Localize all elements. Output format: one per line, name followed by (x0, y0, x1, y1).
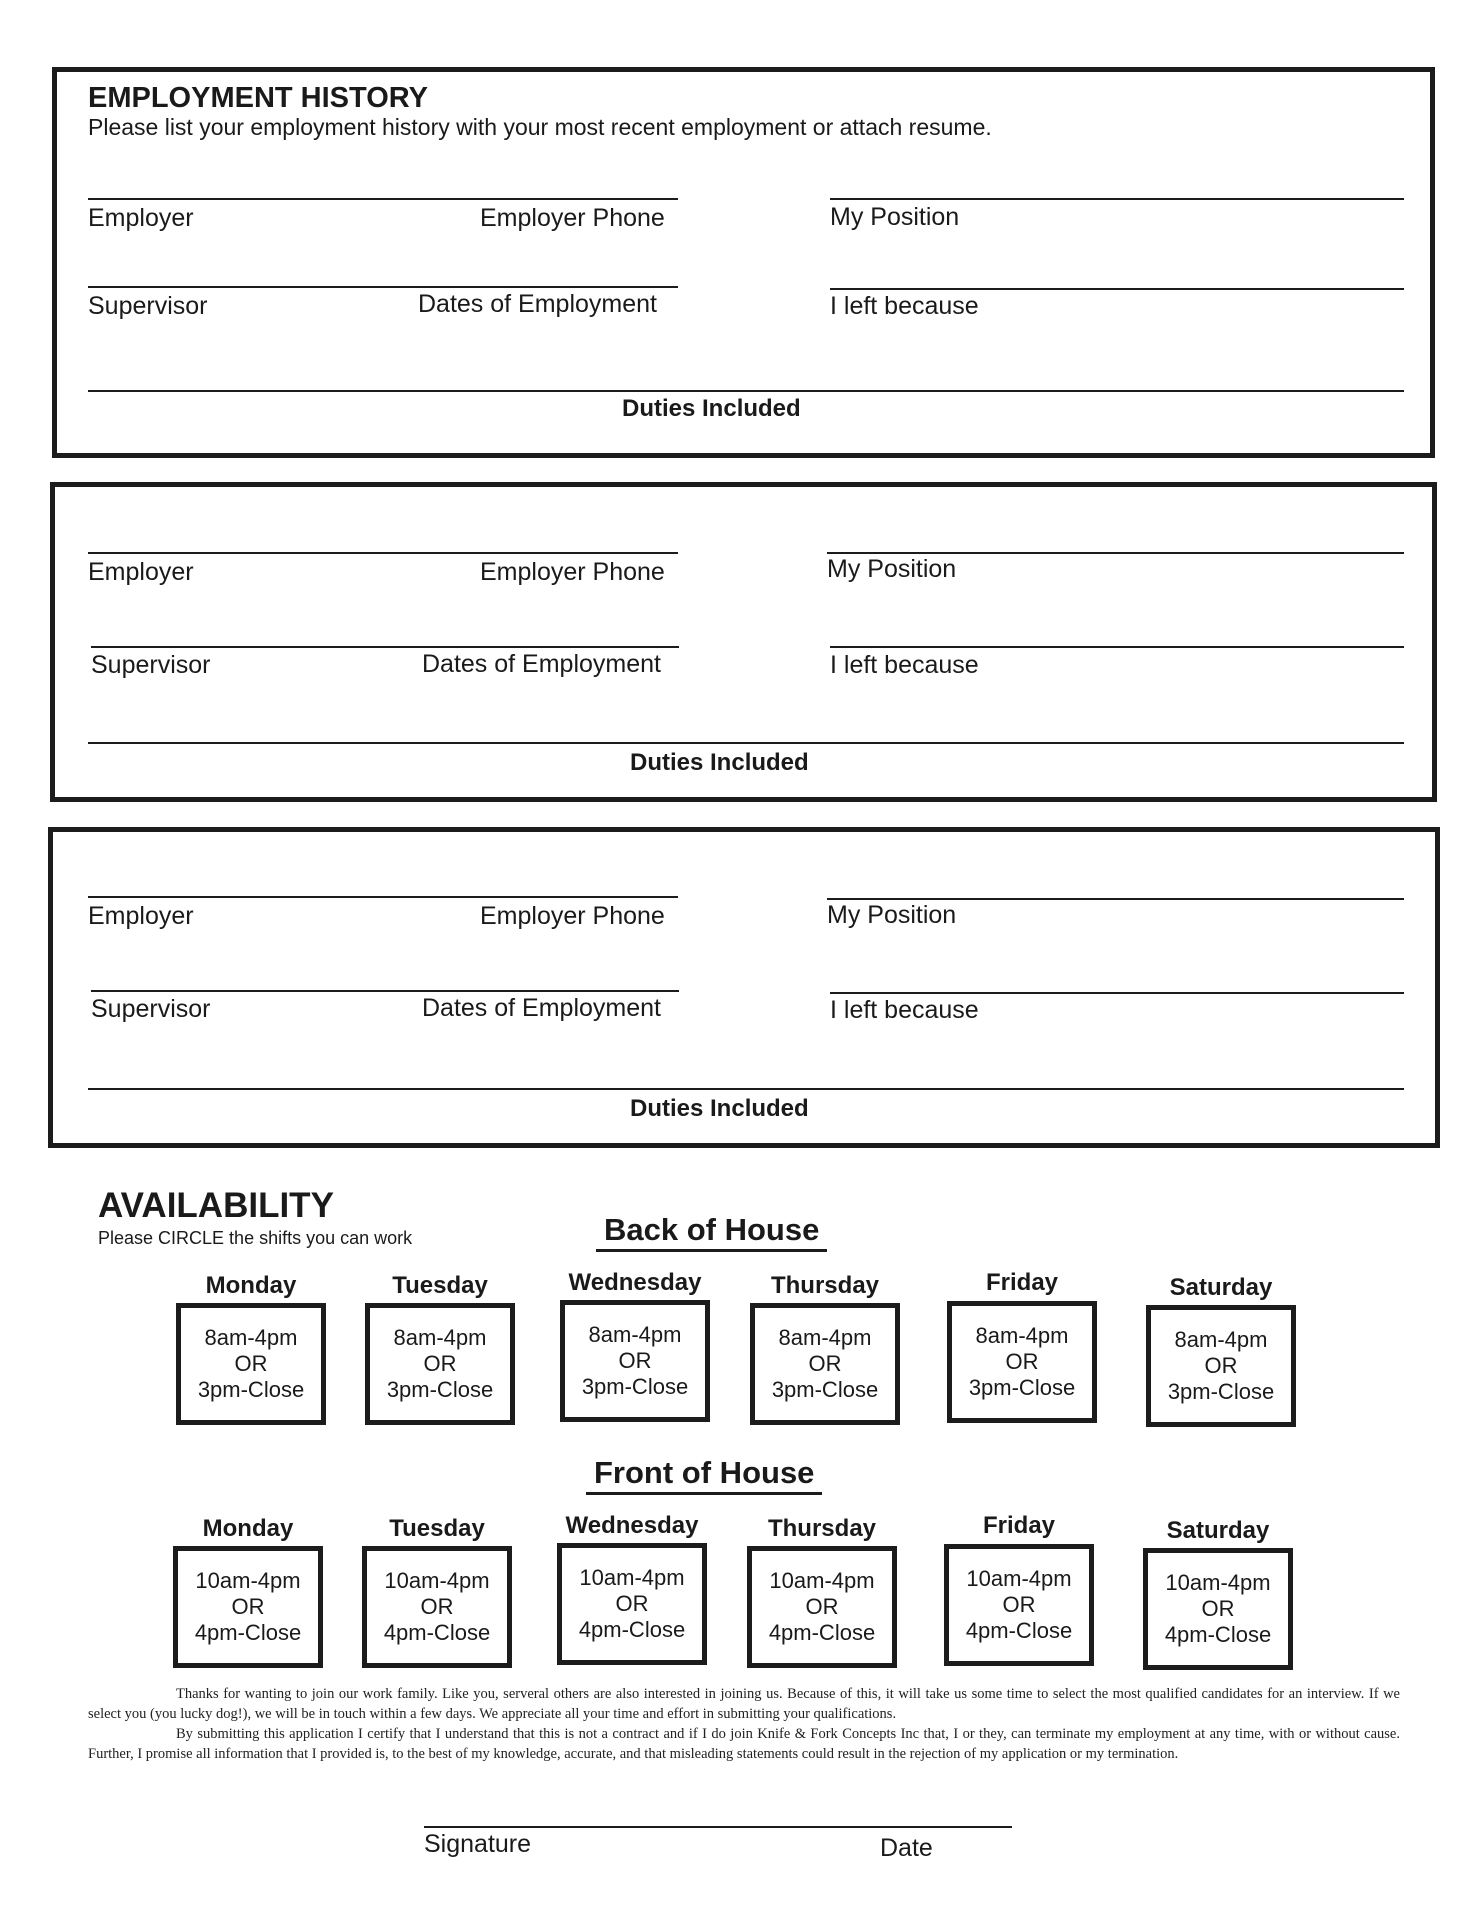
shift-or: OR (1002, 1592, 1036, 1617)
foh-day-wednesday: Wednesday (565, 1512, 699, 1539)
left-because-field[interactable] (830, 250, 1404, 290)
foh-shift-saturday[interactable] (1143, 1548, 1293, 1670)
date-label: Date (880, 1834, 933, 1862)
employer-phone-label: Employer Phone (480, 204, 665, 232)
my-position-label: My Position (827, 555, 957, 583)
shift-time-1: 10am-4pm (579, 1565, 685, 1590)
my-position-label: My Position (830, 203, 960, 231)
shift-time-2: 3pm-Close (197, 1377, 305, 1402)
foh-shift-tuesday[interactable] (362, 1546, 512, 1668)
dates-of-employment-label: Dates of Employment (422, 994, 661, 1022)
shift-time-2: 4pm-Close (1164, 1622, 1272, 1647)
duties-line (88, 390, 1404, 392)
shift-time-2: 4pm-Close (194, 1620, 302, 1645)
boh-shift-thursday[interactable] (750, 1303, 900, 1425)
duties-line (88, 742, 1404, 744)
shift-time-2: 3pm-Close (581, 1374, 689, 1399)
shift-time-1: 8am-4pm (204, 1325, 298, 1350)
shift-or: OR (808, 1351, 842, 1376)
legal-text (88, 1684, 1400, 1764)
duties-label: Duties Included (622, 395, 801, 422)
foh-day-monday: Monday (202, 1515, 294, 1542)
employment-history-title: EMPLOYMENT HISTORY (88, 82, 428, 114)
signature-label: Signature (424, 1830, 532, 1858)
boh-day-monday: Monday (205, 1272, 297, 1299)
foh-shift-wednesday[interactable] (557, 1543, 707, 1665)
shift-time-1: 8am-4pm (1174, 1327, 1268, 1352)
front-of-house-title: Front of House (586, 1457, 822, 1495)
foh-day-friday: Friday (982, 1512, 1056, 1539)
foh-day-saturday: Saturday (1166, 1517, 1270, 1544)
shift-or: OR (231, 1594, 265, 1619)
employer-line (88, 896, 678, 898)
left-because-field[interactable] (830, 608, 1404, 648)
shift-or: OR (1204, 1353, 1238, 1378)
duties-field[interactable] (88, 1048, 1404, 1090)
shift-time-2: 4pm-Close (578, 1617, 686, 1642)
my-position-field[interactable] (827, 514, 1404, 554)
my-position-line (827, 898, 1404, 900)
left-because-label: I left because (830, 651, 979, 679)
employer-phone-label: Employer Phone (480, 902, 665, 930)
duties-field[interactable] (88, 350, 1404, 392)
employer-phone-label: Employer Phone (480, 558, 665, 586)
shift-time-2: 4pm-Close (965, 1618, 1073, 1643)
shift-time-1: 8am-4pm (975, 1323, 1069, 1348)
dates-of-employment-label: Dates of Employment (418, 290, 657, 318)
shift-time-2: 4pm-Close (768, 1620, 876, 1645)
boh-shift-monday[interactable] (176, 1303, 326, 1425)
foh-day-tuesday: Tuesday (389, 1515, 485, 1542)
shift-time-1: 10am-4pm (769, 1568, 875, 1593)
left-because-label: I left because (830, 292, 979, 320)
employer-label: Employer (88, 902, 194, 930)
shift-time-2: 4pm-Close (383, 1620, 491, 1645)
back-of-house-title: Back of House (596, 1214, 827, 1252)
my-position-field[interactable] (830, 160, 1404, 200)
supervisor-line (91, 990, 679, 992)
shift-time-1: 10am-4pm (1165, 1570, 1271, 1595)
signature-line (424, 1826, 1012, 1828)
employer-field[interactable] (88, 514, 678, 554)
supervisor-field[interactable] (91, 952, 679, 992)
shift-or: OR (618, 1348, 652, 1373)
foh-shift-thursday[interactable] (747, 1546, 897, 1668)
boh-day-saturday: Saturday (1169, 1274, 1273, 1301)
signature-field[interactable] (424, 1786, 1012, 1826)
duties-line (88, 1088, 1404, 1090)
boh-shift-tuesday[interactable] (365, 1303, 515, 1425)
employer-line (88, 198, 678, 200)
shift-or: OR (615, 1591, 649, 1616)
supervisor-label: Supervisor (88, 292, 208, 320)
shift-or: OR (423, 1351, 457, 1376)
thank-you-paragraph: Thanks for wanting to join our work family. Like you, serveral others are also interested in joining us. Because of this, it will take us some time to select the most qualified candidates for an interview. If we select you (you lucky dog!), we will be in touch within a few days. We appreciate all your time and effort in submitting your qualifications. (88, 1686, 1400, 1722)
foh-shift-friday[interactable] (944, 1544, 1094, 1666)
employer-label: Employer (88, 558, 194, 586)
duties-field[interactable] (88, 702, 1404, 744)
shift-time-2: 3pm-Close (386, 1377, 494, 1402)
boh-day-friday: Friday (985, 1269, 1059, 1296)
shift-or: OR (420, 1594, 454, 1619)
dates-of-employment-label: Dates of Employment (422, 650, 661, 678)
shift-time-2: 3pm-Close (1167, 1379, 1275, 1404)
boh-shift-saturday[interactable] (1146, 1305, 1296, 1427)
shift-time-1: 8am-4pm (393, 1325, 487, 1350)
certification-paragraph: By submitting this application I certify that I understand that this is not a contract and if I do join Knife & Fork Concepts Inc that, I or they, can terminate my employment at any time, with or without cause. Further, I promise all information that I provided is, to the best of my knowledge, accurate, and that misleading statements could result in the rejection of my application or my termination. (88, 1726, 1400, 1762)
left-because-field[interactable] (830, 954, 1404, 994)
my-position-line (830, 198, 1404, 200)
shift-or: OR (805, 1594, 839, 1619)
supervisor-line (91, 646, 679, 648)
employment-instructions: Please list your employment history with your most recent employment or attach resume. (88, 114, 992, 140)
employer-field[interactable] (88, 160, 678, 200)
my-position-field[interactable] (827, 860, 1404, 900)
shift-time-2: 3pm-Close (771, 1377, 879, 1402)
foh-shift-monday[interactable] (173, 1546, 323, 1668)
availability-title: AVAILABILITY (98, 1186, 334, 1225)
shift-time-1: 8am-4pm (778, 1325, 872, 1350)
left-because-line (830, 992, 1404, 994)
shift-time-1: 8am-4pm (588, 1322, 682, 1347)
supervisor-label: Supervisor (91, 995, 211, 1023)
supervisor-line (88, 286, 678, 288)
supervisor-field[interactable] (91, 608, 679, 648)
shift-or: OR (1005, 1349, 1039, 1374)
left-because-label: I left because (830, 996, 979, 1024)
my-position-label: My Position (827, 901, 957, 929)
boh-day-tuesday: Tuesday (392, 1272, 488, 1299)
employer-line (88, 552, 678, 554)
boh-shift-friday[interactable] (947, 1301, 1097, 1423)
shift-time-1: 10am-4pm (195, 1568, 301, 1593)
left-because-line (830, 288, 1404, 290)
employer-field[interactable] (88, 858, 678, 898)
left-because-line (830, 646, 1404, 648)
my-position-line (827, 552, 1404, 554)
shift-or: OR (1201, 1596, 1235, 1621)
supervisor-label: Supervisor (91, 651, 211, 679)
supervisor-field[interactable] (88, 248, 678, 288)
shift-time-1: 10am-4pm (384, 1568, 490, 1593)
boh-day-wednesday: Wednesday (568, 1269, 702, 1296)
employer-label: Employer (88, 204, 194, 232)
shift-or: OR (234, 1351, 268, 1376)
availability-instructions: Please CIRCLE the shifts you can work (98, 1228, 413, 1248)
foh-day-thursday: Thursday (767, 1515, 877, 1542)
boh-shift-wednesday[interactable] (560, 1300, 710, 1422)
boh-day-thursday: Thursday (770, 1272, 880, 1299)
duties-label: Duties Included (630, 1095, 809, 1122)
duties-label: Duties Included (630, 749, 809, 776)
shift-time-2: 3pm-Close (968, 1375, 1076, 1400)
shift-time-1: 10am-4pm (966, 1566, 1072, 1591)
